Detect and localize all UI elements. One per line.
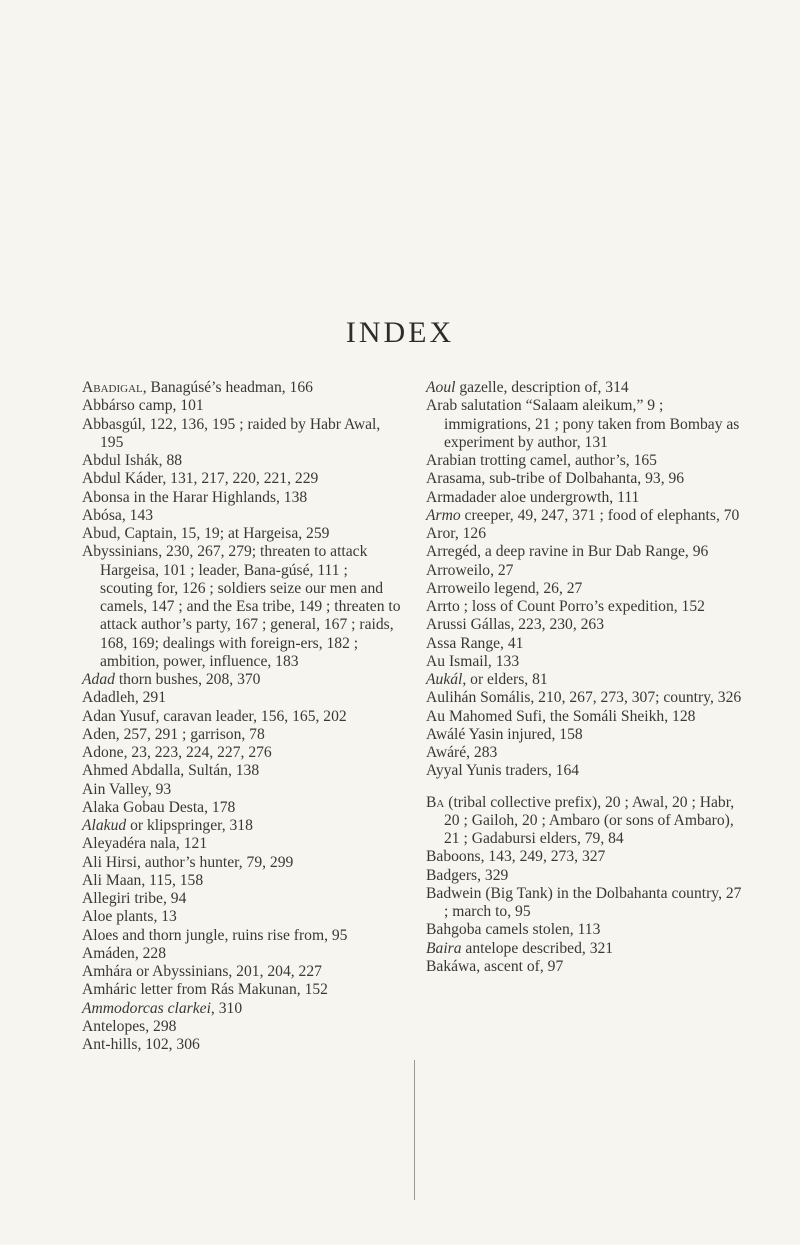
index-entry <box>82 817 402 835</box>
index-entry-text: Banagúsé’s headman, 166 <box>146 379 313 396</box>
index-entry <box>426 653 746 671</box>
index-entry-text: Awálé Yasin injured, 158 <box>426 725 583 743</box>
index-entry-text: Aror, 126 <box>426 525 487 542</box>
index-entry-text: Arasama, sub-tribe of Dolbahanta, 93, 96 <box>426 470 685 488</box>
index-entry-text: Aden, 257, 291 ; garrison, 78 <box>82 725 265 743</box>
index-entry <box>426 397 746 452</box>
index-entry <box>426 794 746 849</box>
index-entry-text: Awáré, 283 <box>426 744 498 761</box>
index-entry-text: Alaka Gobau Desta, 178 <box>82 798 236 816</box>
index-column-left <box>82 379 402 1054</box>
index-entry-text: Aulihán Somális, 210, 267, 273, 307; country, 326 <box>426 689 742 707</box>
index-entry <box>426 726 746 744</box>
index-entry <box>82 689 402 707</box>
index-entry <box>426 598 746 616</box>
index-entry <box>82 1036 402 1054</box>
index-entry-text: Arroweilo legend, 26, 27 <box>426 579 583 597</box>
index-entry-text: Abdul Káder, 131, 217, 220, 221, 229 <box>82 470 319 488</box>
index-entry-text: Abbárso camp, 101 <box>82 397 204 415</box>
index-entry-headword: Ba <box>426 793 445 811</box>
index-entry-text: Adone, 23, 223, 224, 227, 276 <box>82 744 272 761</box>
index-entry <box>82 781 402 799</box>
index-entry-text: Abbasgúl, 122, 136, 195 ; raided by Habr Awal, 195 <box>82 415 381 451</box>
index-entry <box>82 525 402 543</box>
index-entry <box>426 507 746 525</box>
index-entry <box>426 671 746 689</box>
index-entry <box>426 452 746 470</box>
index-entry <box>82 708 402 726</box>
index-entry-text: Abósa, 143 <box>82 506 154 524</box>
index-entry-text: Armadader aloe undergrowth, 111 <box>426 488 640 506</box>
index-entry <box>426 489 746 507</box>
index-entry <box>82 416 402 453</box>
index-entry-text: Abyssinians, 230, 267, 279; threaten to attack Hargeisa, 101 ; leader, Bana-gúsé, 111 ; scouting for, 126 ; soldiers seize our men and camels, 147 ; and the Esa tribe, 149 ; threaten to attack author’s party, 167 ; general, 167 ; raids, 168, 169; dealings with foreign-ers, 182 ; ambition, power, influence, 183 <box>82 543 401 670</box>
index-entry <box>426 525 746 543</box>
index-entry <box>82 981 402 999</box>
index-entry-text: Ayyal Yunis traders, 164 <box>426 762 580 780</box>
index-entry-headword: Alakud <box>82 817 127 834</box>
index-entry-text: Ali Maan, 115, 158 <box>82 871 204 889</box>
index-entry <box>82 489 402 507</box>
index-entry-text: Badgers, 329 <box>426 866 509 884</box>
index-entry <box>82 835 402 853</box>
index-entry <box>82 543 402 671</box>
index-entry-text: Antelopes, 298 <box>82 1017 177 1035</box>
index-entry-text: Au Ismail, 133 <box>426 652 520 670</box>
index-entry <box>426 543 746 561</box>
index-column-right <box>426 379 746 976</box>
index-entry <box>82 762 402 780</box>
index-entry-text: antelope described, 321 <box>461 939 614 957</box>
index-entry-text: Amháric letter from Rás Makunan, 152 <box>82 981 328 999</box>
page-title: INDEX <box>345 316 455 349</box>
index-entry <box>82 963 402 981</box>
index-entry-text: Aleyadéra nala, 121 <box>82 835 208 853</box>
index-entry <box>426 848 746 866</box>
index-entry-text: Bahgoba camels stolen, 113 <box>426 921 601 939</box>
index-entry-text: Au Mahomed Sufi, the Somáli Sheikh, 128 <box>426 707 696 725</box>
index-entry-text: or klipspringer, 318 <box>126 817 253 834</box>
index-entry <box>82 452 402 470</box>
index-entry <box>82 507 402 525</box>
index-entry <box>82 1000 402 1018</box>
index-entry-text: Baboons, 143, 249, 273, 327 <box>426 848 606 866</box>
index-entry-text: Abud, Captain, 15, 19; at Hargeisa, 259 <box>82 525 330 542</box>
index-entry-text: Abonsa in the Harar Highlands, 138 <box>82 488 308 506</box>
index-entry-text: Aloe plants, 13 <box>82 908 177 926</box>
index-entry <box>426 580 746 598</box>
index-entry <box>426 708 746 726</box>
index-entry-text: Badwein (Big Tank) in the Dolbahanta country, 27 ; march to, 95 <box>426 884 742 920</box>
index-entry-text: Arrto ; loss of Count Porro’s expedition, 152 <box>426 598 705 615</box>
index-entry-headword: Aoul <box>426 379 456 396</box>
index-entry-text: Arroweilo, 27 <box>426 561 514 579</box>
index-entry-text: Arabian trotting camel, author’s, 165 <box>426 452 657 469</box>
index-entry-text: , 310 <box>210 999 243 1017</box>
index-entry-text: , or elders, 81 <box>462 671 548 688</box>
index-entry-text: gazelle, description of, 314 <box>455 379 629 396</box>
index-entry-text: Ahmed Abdalla, Sultán, 138 <box>82 762 260 780</box>
index-entry-text: (tribal collective prefix), 20 ; Awal, 20 ; Habr, 20 ; Gailoh, 20 ; Ambaro (or sons of Ambaro), 21 ; Gadabursi elders, 79, 84 <box>444 793 735 847</box>
index-entry <box>82 744 402 762</box>
index-entry <box>426 885 746 922</box>
index-entry <box>426 958 746 976</box>
index-entry-text: Aloes and thorn jungle, ruins rise from, 95 <box>82 926 348 944</box>
index-entry <box>426 379 746 397</box>
index-entry-text: Amáden, 228 <box>82 944 167 962</box>
index-entry-text: Assa Range, 41 <box>426 634 524 652</box>
index-entry <box>82 927 402 945</box>
index-entry <box>82 872 402 890</box>
index-entry-text: Abdul Ishák, 88 <box>82 452 183 469</box>
index-entry-text: Ant-hills, 102, 306 <box>82 1036 200 1053</box>
index-entry <box>82 470 402 488</box>
index-entry-headword: Abadigal, <box>82 379 147 396</box>
index-entry <box>426 921 746 939</box>
index-entry-text: thorn bushes, 208, 370 <box>114 671 261 688</box>
index-entry <box>426 940 746 958</box>
index-entry <box>426 470 746 488</box>
index-entry <box>82 1018 402 1036</box>
index-entry-text: Adadleh, 291 <box>82 689 167 707</box>
index-entry-text: creeper, 49, 247, 371 ; food of elephants, 70 <box>460 506 740 524</box>
index-entry <box>82 726 402 744</box>
index-entry <box>426 635 746 653</box>
index-entry <box>426 562 746 580</box>
index-entry <box>82 671 402 689</box>
index-entry <box>426 744 746 762</box>
index-entry <box>82 908 402 926</box>
index-entry-headword: Aukál <box>426 671 463 688</box>
index-entry <box>426 867 746 885</box>
index-entry <box>426 616 746 634</box>
index-entry <box>82 397 402 415</box>
index-entry-text: Ali Hirsi, author’s hunter, 79, 299 <box>82 853 294 871</box>
index-entry-headword: Baira <box>426 939 462 957</box>
column-divider <box>414 1060 415 1200</box>
index-entry-text: Arussi Gállas, 223, 230, 263 <box>426 616 605 634</box>
index-entry-text: Ain Valley, 93 <box>82 780 172 798</box>
index-entry-headword: Adad <box>82 671 115 688</box>
index-entry <box>426 689 746 707</box>
index-entry-text: Amhára or Abyssinians, 201, 204, 227 <box>82 963 322 980</box>
index-entry <box>82 890 402 908</box>
index-entry-headword: Ammodorcas clarkei <box>82 999 211 1017</box>
index-entry <box>82 945 402 963</box>
index-entry <box>426 762 746 780</box>
index-entry <box>82 799 402 817</box>
index-entry <box>82 854 402 872</box>
index-entry-headword: Armo <box>426 506 461 524</box>
index-entry-text: Allegiri tribe, 94 <box>82 890 187 907</box>
index-entry <box>82 379 402 397</box>
index-entry-text: Bakáwa, ascent of, 97 <box>426 957 564 975</box>
index-entry-text: Arregéd, a deep ravine in Bur Dab Range, 96 <box>426 543 709 561</box>
index-entry-text: Arab salutation “Salaam aleikum,” 9 ; immigrations, 21 ; pony taken from Bombay as experiment by author, 131 <box>426 397 740 451</box>
index-entry-text: Adan Yusuf, caravan leader, 156, 165, 202 <box>82 707 347 725</box>
